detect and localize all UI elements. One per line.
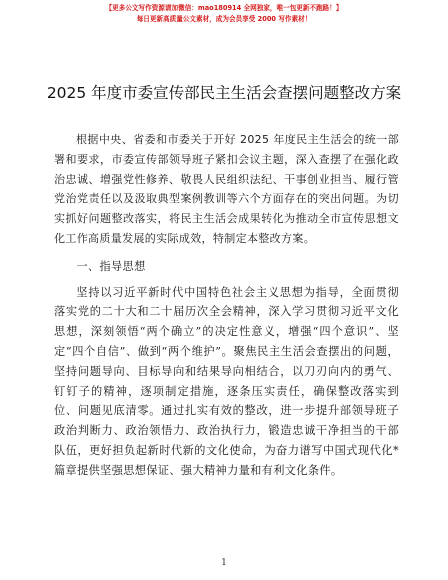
document-body	[54, 130, 399, 481]
document-title: 2025 年度市委宣传部民主生活会查摆问题整改方案	[46, 84, 402, 102]
promo-banner	[0, 3, 448, 25]
section-paragraph-guiding-ideology: 坚持以习近平新时代中国特色社会主义思想为指导，全面贯彻落实党的二十大和二十届历次全会精神，深入学习贯彻习近平文化思想，深刻领悟“两个确立”的决定性意义，增强“四个意识”、坚定“四个自信”、做到“两个维护”。聚焦民主生活会查摆出的问题，坚持问题导向、目标导向和结果导向相结合，以刀刃向内的勇气、钉钉子的精神，逐项制定措施，逐条压实责任，确保整改落实到位、问题见底清零。通过扎实有效的整改，进一步提升部领导班子政治判断力、政治领悟力、政治执行力，锻造忠诚干净担当的干部队伍，更好担负起新时代新的文化使命，为奋力谱写中国式现代化*篇章提供坚强思想保证、强大精神力量和有利文化条件。	[54, 285, 399, 477]
lead-paragraph: 根据中央、省委和市委关于开好 2025 年度民主生活会的统一部署和要求，市委宣传部领导班子紧扣会议主题，深入查摆了在强化政治忠诚、增强党性修养、敬畏人民组织法纪、干事创业担当、履行管党治党责任以及汲取典型案例教训等六个方面存在的突出问题。为切实抓好问题整改落实，将民主生活会成果转化为推动全市宣传思想文化工作高质量发展的实际成效，特制定本整改方案。	[54, 133, 399, 245]
section-heading-guiding-ideology: 一、指导思想	[76, 259, 146, 273]
promo-banner-line-1: 【更多公文写作资源请加微信：mao180914 全网独家，唯一包更新不跑路！】	[105, 4, 343, 12]
page-number: 1	[221, 558, 227, 568]
promo-banner-line-2: 每日更新高质量公文素材，成为会员享受 2000 写作素材！	[136, 15, 312, 23]
